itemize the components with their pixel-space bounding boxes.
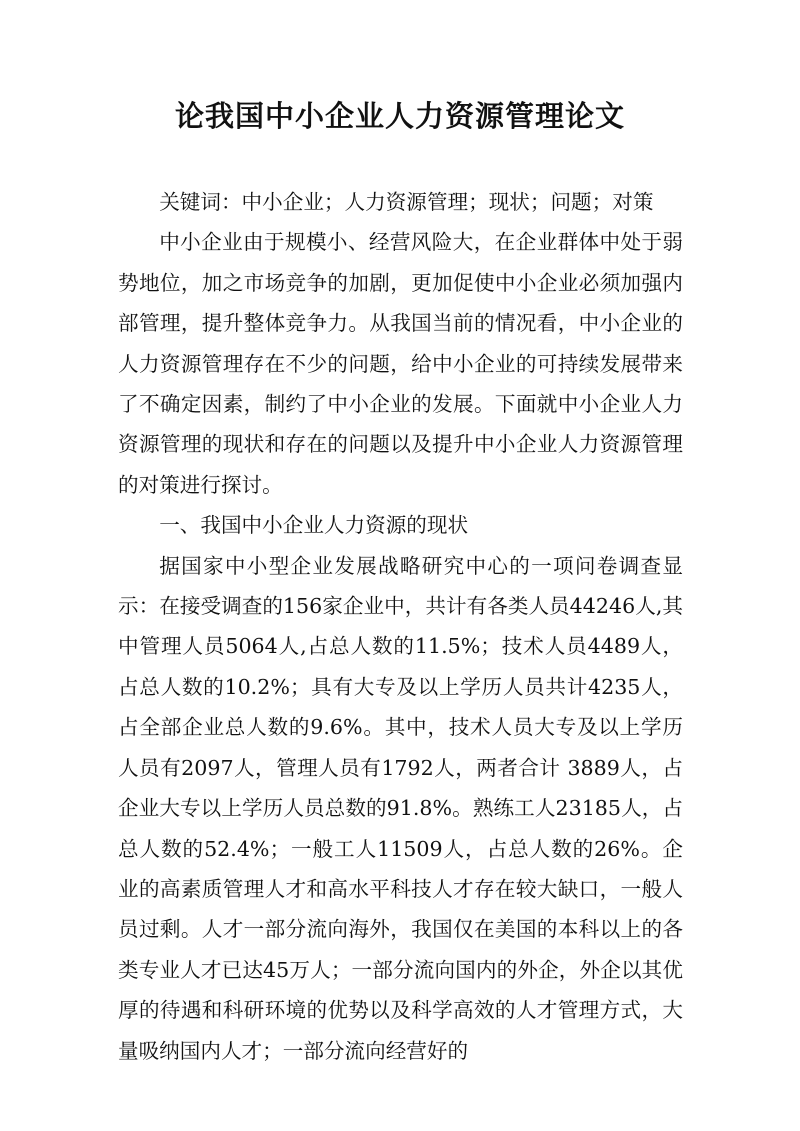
- document-body: [118, 182, 683, 1071]
- document-title: 论我国中小企业人力资源管理论文: [174, 99, 625, 133]
- intro-paragraph: 中小企业由于规模小、经营风险大，在企业群体中处于弱势地位，加之市场竞争的加剧，更加促使中小企业必须加强内部管理，提升整体竞争力。从我国当前的情况看，中小企业的人力资源管理存在不少的问题，给中小企业的可持续发展带来了不确定因素，制约了中小企业的发展。下面就中小企业人力资源管理的现状和存在的问题以及提升中小企业人力资源管理的对策进行探讨。: [118, 230, 683, 497]
- keywords-line: 关键词：中小企业；人力资源管理；现状；问题；对策: [159, 190, 654, 214]
- survey-paragraph: 据国家中小型企业发展战略研究中心的一项问卷调查显示：在接受调查的156家企业中，共计有各类人员44246人,其中管理人员5064人,占总人数的11.5%；技术人员4489人，占总人数的10.2%；具有大专及以上学历人员共计4235人，占全部企业总人数的9.6%。其中，技术人员大专及以上学历人员有2097人，管理人员有1792人，两者合计 3889人，占企业大专以上学历人员总数的91.8%。熟练工人23185人，占总人数的52.4%；一般工人11509人，占总人数的26%。企业的高素质管理人才和高水平科技人才存在较大缺口，一般人员过剩。人才一部分流向海外，我国仅在美国的本科以上的各类专业人才已达45万人；一部分流向国内的外企，外企以其优厚的待遇和科研环境的优势以及科学高效的人才管理方式，大量吸纳国内人才；一部分流向经营好的: [118, 553, 683, 1063]
- section-heading: 一、我国中小企业人力资源的现状: [159, 513, 469, 538]
